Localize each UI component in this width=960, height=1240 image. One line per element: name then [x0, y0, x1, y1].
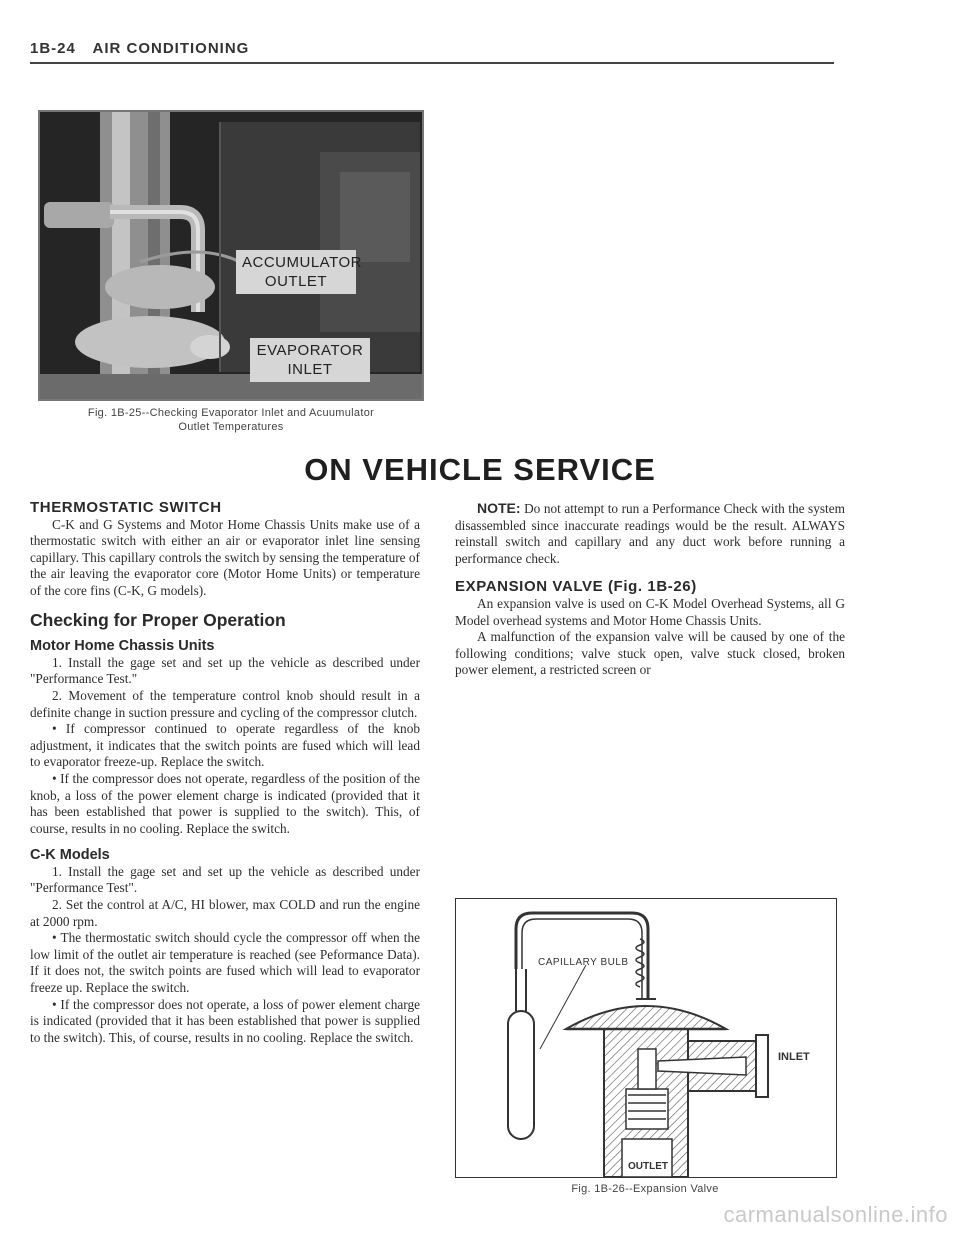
expansion-valve-diagram: [456, 899, 836, 1177]
motor-home-step2: 2. Movement of the temperature control knob should result in a definite change in suction pressure and cycling of the compressor clutch.: [30, 687, 420, 720]
accumulator-label-line2: OUTLET: [264, 273, 328, 290]
accumulator-label-line1: ACCUMULATOR: [242, 254, 362, 271]
motor-home-bullet2: • If the compressor does not operate, regardless of the position of the knob, a loss of the power element charge is indicated (provided that it has been established that power is supplied to the switch). This, of course, results in no cooling. Replace the switch.: [30, 770, 420, 836]
header-rule: [30, 62, 834, 64]
ck-step1: 1. Install the gage set and set up the vehicle as described under "Performance Test".: [30, 863, 420, 896]
ck-bullet1: • The thermostatic switch should cycle the compressor off when the low limit of the outlet air temperature is reached (see Peformance Data). If it does not, the switch points are fused which will lead to evaporator freeze up. Replace the switch.: [30, 930, 420, 996]
motor-home-heading: Motor Home Chassis Units: [30, 638, 215, 655]
thermostatic-paragraph: C-K and G Systems and Motor Home Chassis Units make use of a thermostatic switch with either an air or evaporator inlet line sensing capillary. This capillary controls the switch by sensing the temperature of the air leaving the evaporator core (Motor Home Units) or temperature of the core fins (C-K, G models).: [30, 516, 420, 598]
evaporator-label-line1: EVAPORATOR: [256, 342, 364, 359]
checking-heading: Checking for Proper Operation: [30, 609, 286, 630]
figure-photo-accumulator: [38, 110, 424, 401]
motor-home-bullet1: • If compressor continued to operate regardless of the knob adjustment, it indicates that the switch points are fused which will lead to evaporator freeze-up. Replace the switch.: [30, 721, 420, 770]
expansion-valve-heading: EXPANSION VALVE (Fig. 1B-26): [455, 578, 697, 596]
expansion-paragraph1: An expansion valve is used on C-K Model Overhead Systems, all G Model overhead systems and Motor Home Chassis Units.: [455, 595, 845, 628]
inlet-label: INLET: [778, 1051, 810, 1063]
page-title: ON VEHICLE SERVICE: [304, 452, 656, 487]
watermark: carmanualsonline.info: [723, 1202, 948, 1227]
note-body: Do not attempt to run a Performance Check with the system disassembled since inaccurate readings would be the result. ALWAYS reinstall switch and capillary and any duct work before running a performance check.: [455, 501, 845, 566]
section-title: AIR CONDITIONING: [92, 40, 250, 57]
figure-caption-1b25: [40, 406, 422, 434]
accumulator-outlet-label: [236, 250, 362, 294]
ck-bullet2: • If the compressor does not operate, a loss of power element charge is indicated (provided that it has been established that power is supplied to the switch). This, of course, results in no cooling. Replace the switch.: [30, 996, 420, 1045]
thermostatic-switch-heading: THERMOSTATIC SWITCH: [30, 499, 222, 516]
motor-home-step1: 1. Install the gage set and set up the vehicle as described under "Performance Test.": [30, 654, 420, 687]
evaporator-inlet-label: [250, 338, 370, 382]
ck-models-heading: C-K Models: [30, 847, 110, 864]
evaporator-label-line2: INLET: [287, 361, 333, 378]
note-label: NOTE:: [477, 500, 521, 516]
page-header: [30, 40, 249, 57]
page-number: 1B-24: [30, 40, 76, 57]
capillary-bulb-label: CAPILLARY BULB: [538, 957, 629, 968]
figure-expansion-valve: [455, 898, 837, 1178]
caption-line2: Outlet Temperatures: [178, 421, 284, 433]
outlet-label: OUTLET: [628, 1161, 668, 1172]
left-column: [30, 500, 420, 1046]
right-column: [455, 500, 845, 679]
ck-step2: 2. Set the control at A/C, HI blower, max COLD and run the engine at 2000 rpm.: [30, 897, 420, 929]
expansion-paragraph2: A malfunction of the expansion valve will be caused by one of the following conditions; valve stuck open, valve stuck closed, broken power element, a restricted screen or: [455, 629, 845, 678]
figure-caption-1b26: Fig. 1B-26--Expansion Valve: [571, 1183, 719, 1195]
note-paragraph: [455, 500, 845, 567]
caption-line1: Fig. 1B-25--Checking Evaporator Inlet and Acuumulator: [87, 407, 375, 419]
